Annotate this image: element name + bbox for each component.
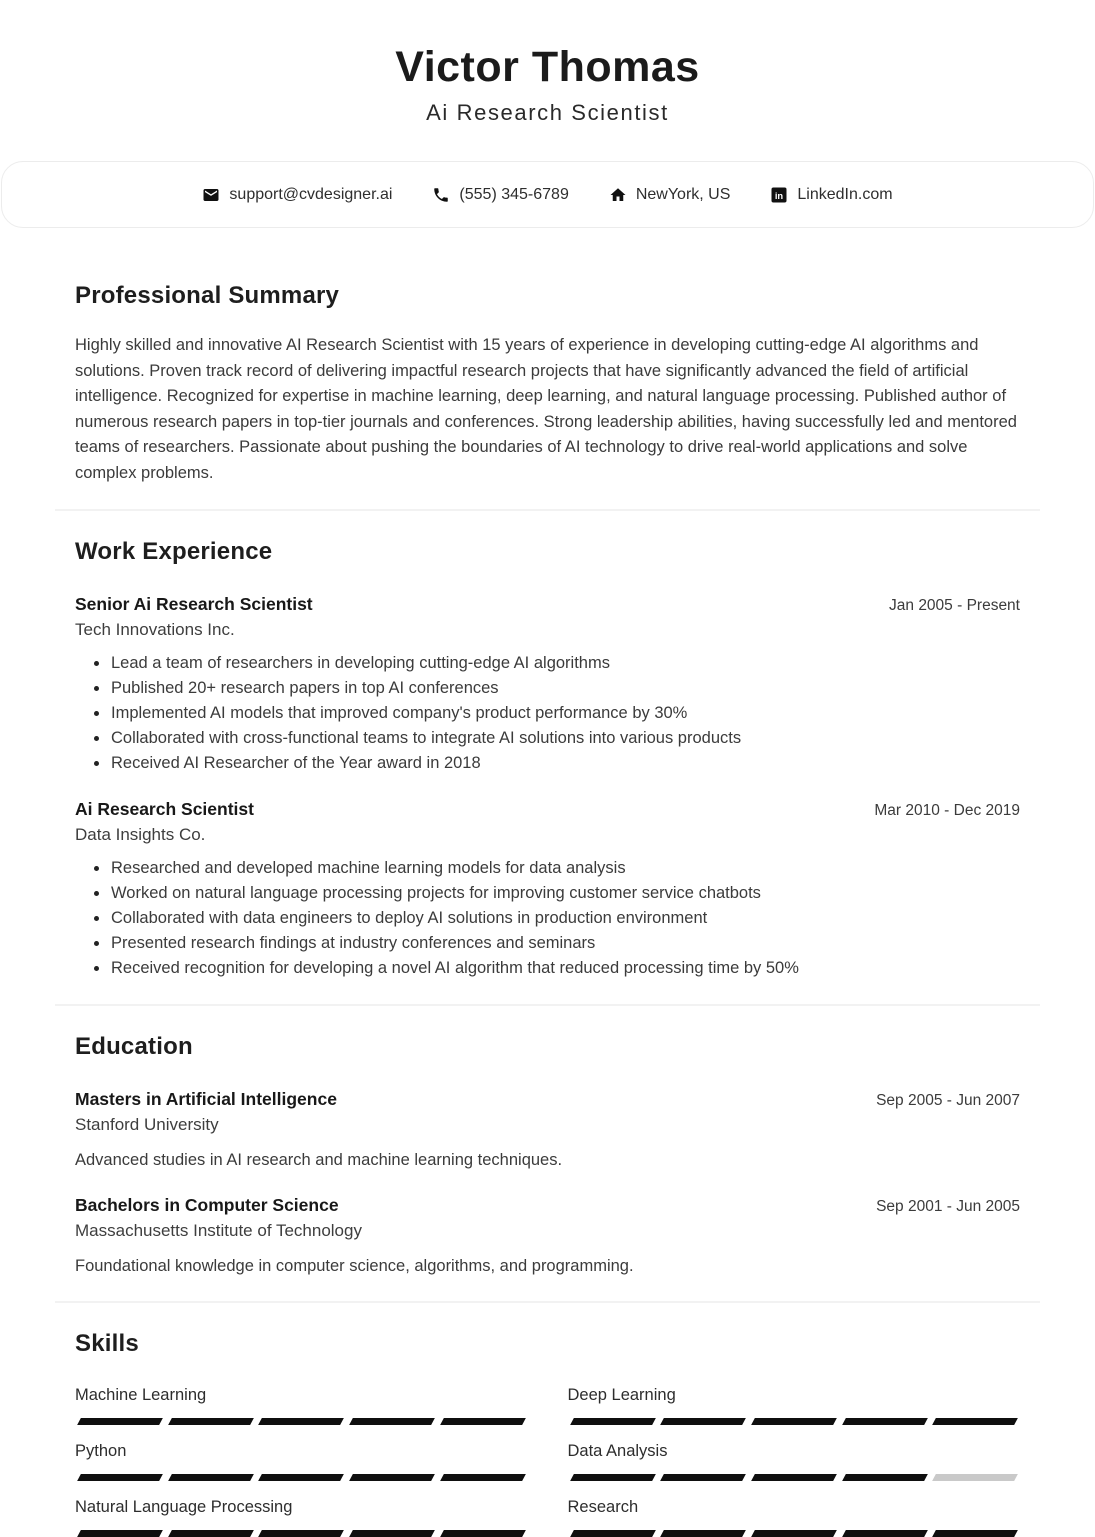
skill-item [75, 1498, 528, 1537]
job-entry-header [75, 799, 1020, 820]
skill-bar-segment-filled [168, 1418, 253, 1425]
skill-bar-segment-filled [660, 1418, 745, 1425]
contact-linkedin-text: LinkedIn.com [797, 185, 893, 203]
degree-school: Massachusetts Institute of Technology [75, 1221, 362, 1241]
job-bullet: Collaborated with cross-functional teams to integrate AI solutions into various products [111, 726, 1020, 751]
skill-bar-segment-filled [440, 1474, 525, 1481]
skill-bar-segment-filled [932, 1418, 1017, 1425]
skill-bar-segment-filled [349, 1474, 434, 1481]
skills-heading: Skills [75, 1330, 139, 1358]
linkedin-icon [770, 186, 788, 204]
education-entry [75, 1089, 1020, 1172]
job-entry [75, 799, 1020, 981]
skill-item [568, 1386, 1021, 1425]
resume-job-title: Ai Research Scientist [426, 100, 669, 126]
divider [55, 1004, 1040, 1006]
skill-bar-segment-filled [660, 1474, 745, 1481]
job-bullet-list [75, 651, 1020, 776]
job-dates: Jan 2005 - Present [889, 597, 1020, 615]
job-title: Ai Research Scientist [75, 799, 254, 820]
contact-bar [1, 161, 1094, 228]
job-bullet: Published 20+ research papers in top AI conferences [111, 676, 1020, 701]
contact-email-text: support@cvdesigner.ai [229, 185, 393, 203]
education-entry-header [75, 1195, 1020, 1216]
skill-name: Research [567, 1498, 639, 1517]
contact-location [609, 186, 731, 204]
skill-level-bar [75, 1418, 528, 1425]
contact-email [202, 186, 392, 204]
job-bullet: Received recognition for developing a novel AI algorithm that reduced processing time by 50% [111, 956, 1020, 981]
contact-phone-text: (555) 345-6789 [459, 185, 569, 203]
skill-bar-segment-filled [751, 1418, 836, 1425]
section-skills [75, 1330, 1020, 1537]
education-entry-header [75, 1089, 1020, 1110]
envelope-icon [202, 186, 220, 204]
contact-phone [432, 186, 568, 204]
divider [55, 1301, 1040, 1303]
experience-heading: Work Experience [75, 538, 273, 566]
degree-title: Bachelors in Computer Science [75, 1195, 339, 1216]
skill-item [75, 1442, 528, 1481]
section-education [75, 1033, 1020, 1278]
degree-description: Foundational knowledge in computer science, algorithms, and programming. [75, 1257, 634, 1276]
degree-description: Advanced studies in AI research and machine learning techniques. [75, 1151, 563, 1170]
job-dates: Mar 2010 - Dec 2019 [874, 802, 1020, 820]
skill-bar-segment-filled [842, 1418, 927, 1425]
job-bullet: Worked on natural language processing projects for improving customer service chatbots [111, 881, 1020, 906]
job-entry [75, 594, 1020, 776]
resume-content [0, 282, 1095, 1537]
job-bullet-list [75, 856, 1020, 981]
skill-bar-segment-empty [932, 1474, 1017, 1481]
skill-level-bar [568, 1418, 1021, 1425]
skill-bar-segment-filled [168, 1474, 253, 1481]
section-professional-summary [75, 282, 1020, 486]
job-bullet: Implemented AI models that improved company's product performance by 30% [111, 701, 1020, 726]
job-bullet: Presented research findings at industry conferences and seminars [111, 931, 1020, 956]
job-company: Data Insights Co. [75, 825, 206, 845]
skill-bar-segment-filled [440, 1418, 525, 1425]
svg-text:in: in [775, 190, 784, 201]
skill-bar-segment-filled [842, 1474, 927, 1481]
contact-linkedin [770, 186, 892, 204]
education-heading: Education [75, 1033, 193, 1061]
skill-item [568, 1498, 1021, 1537]
skill-name: Data Analysis [567, 1442, 668, 1461]
degree-title: Masters in Artificial Intelligence [75, 1089, 337, 1110]
summary-heading: Professional Summary [75, 282, 340, 310]
skill-level-bar [568, 1474, 1021, 1481]
skill-bar-segment-filled [349, 1418, 434, 1425]
skill-name: Natural Language Processing [75, 1498, 293, 1517]
skill-bar-segment-filled [570, 1474, 655, 1481]
skill-item [75, 1386, 528, 1425]
skill-bar-segment-filled [77, 1418, 162, 1425]
summary-text: Highly skilled and innovative AI Research Scientist with 15 years of experience in developing cutting-edge AI algorithms and solutions. Proven track record of delivering impactful research projects that have significantly advanced the field of artificial intelligence. Recognized for expertise in machine learning, deep learning, and natural language processing. Published author of numerous research papers in top-tier journals and conferences. Strong leadership abilities, having successfully led and mentored teams of researchers. Passionate about pushing the boundaries of AI technology to drive real-world applications and solve complex problems. [75, 336, 1017, 482]
job-bullet: Researched and developed machine learning models for data analysis [111, 856, 1020, 881]
skill-bar-segment-filled [570, 1418, 655, 1425]
contact-location-text: NewYork, US [635, 185, 731, 203]
skill-bar-segment-filled [259, 1474, 344, 1481]
degree-school: Stanford University [75, 1115, 219, 1135]
skill-bar-segment-filled [77, 1474, 162, 1481]
skill-name: Machine Learning [75, 1386, 207, 1405]
job-bullet: Collaborated with data engineers to deploy AI solutions in production environment [111, 906, 1020, 931]
degree-dates: Sep 2005 - Jun 2007 [876, 1092, 1020, 1110]
job-title: Senior Ai Research Scientist [75, 594, 313, 615]
education-entry [75, 1195, 1020, 1278]
skill-name: Deep Learning [567, 1386, 676, 1405]
skill-bar-segment-filled [259, 1418, 344, 1425]
job-company: Tech Innovations Inc. [75, 620, 235, 640]
skill-name: Python [75, 1442, 127, 1461]
job-bullet: Lead a team of researchers in developing cutting-edge AI algorithms [111, 651, 1020, 676]
skill-bar-segment-filled [751, 1474, 836, 1481]
section-work-experience [75, 538, 1020, 981]
skills-grid [75, 1386, 1020, 1537]
skill-level-bar [75, 1474, 528, 1481]
job-bullet: Received AI Researcher of the Year award in 2018 [111, 751, 1020, 776]
resume-name: Victor Thomas [395, 43, 700, 91]
degree-dates: Sep 2001 - Jun 2005 [876, 1198, 1020, 1216]
skill-item [568, 1442, 1021, 1481]
home-icon [609, 186, 627, 204]
job-entry-header [75, 594, 1020, 615]
divider [55, 509, 1040, 511]
phone-icon [432, 186, 450, 204]
